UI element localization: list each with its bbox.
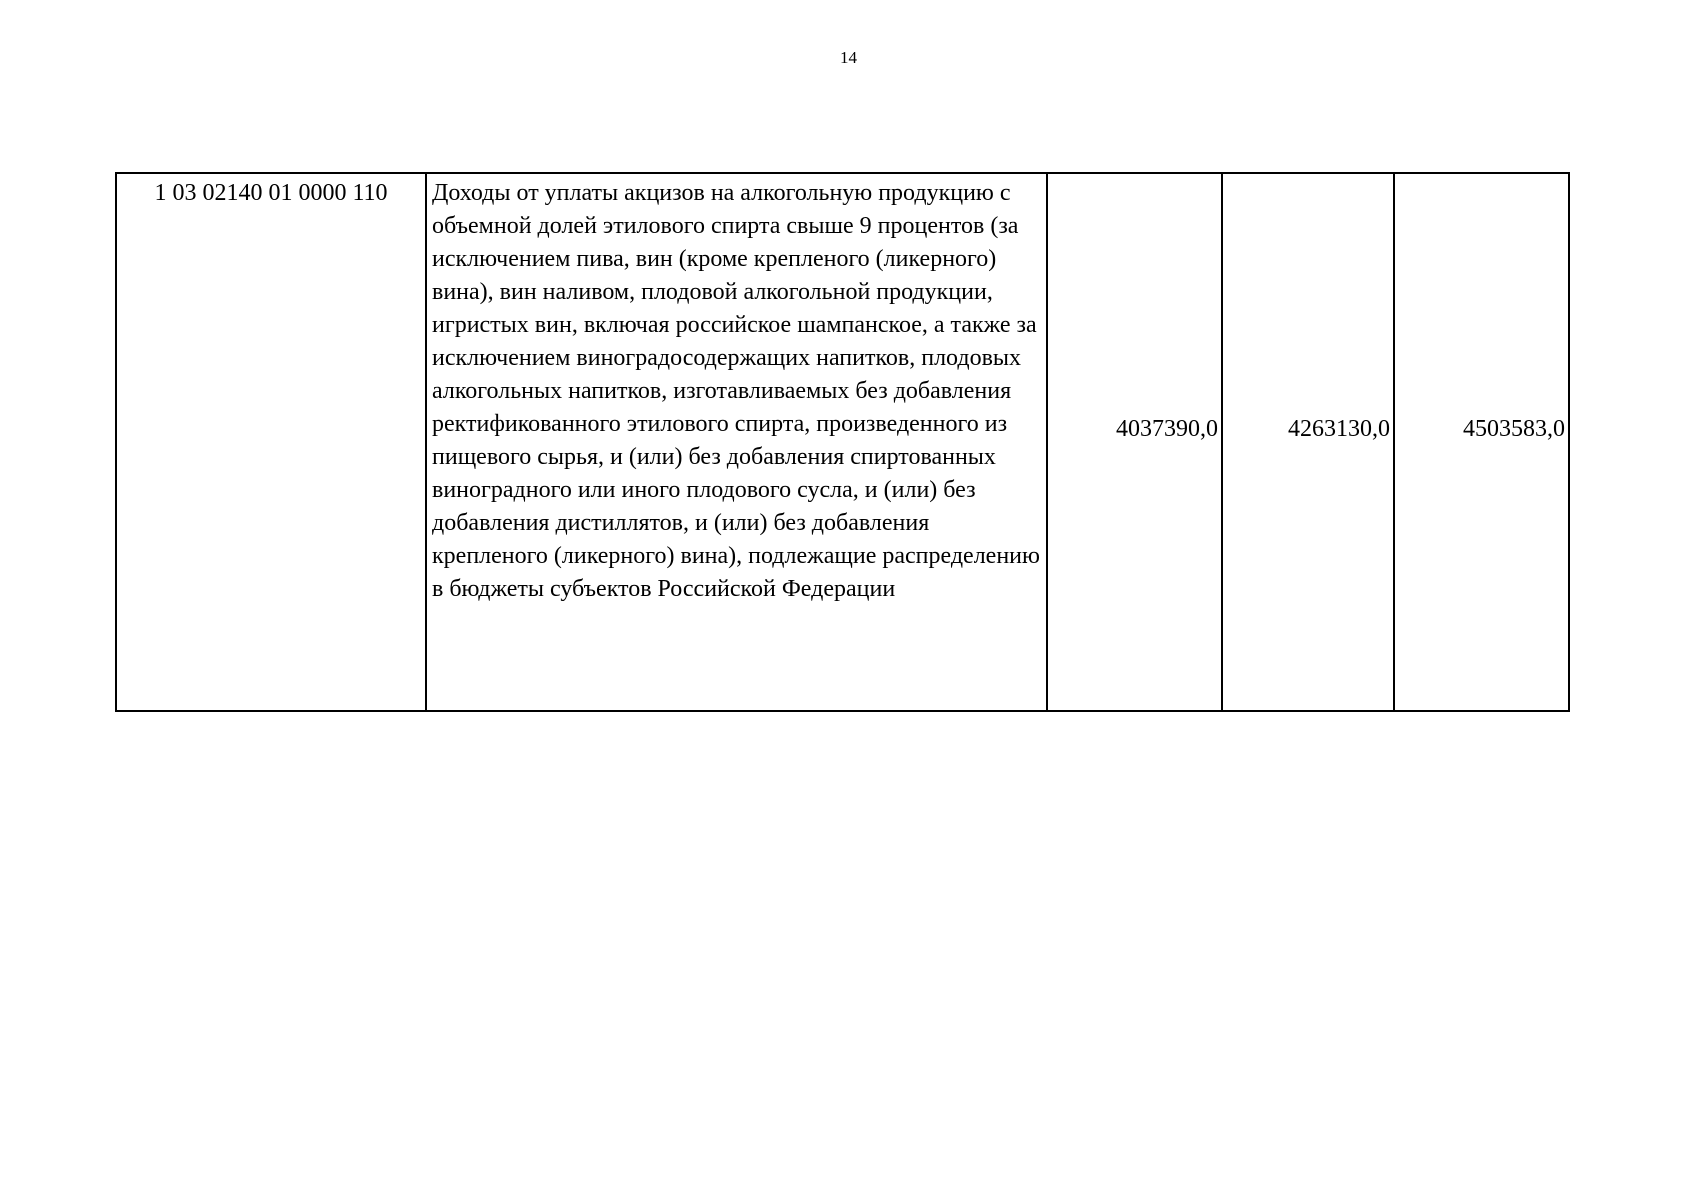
budget-revenue-table	[115, 172, 1570, 712]
amount-cell-year-1: 4037390,0	[1047, 173, 1222, 711]
table-row	[116, 173, 1569, 711]
revenue-description-cell: Доходы от уплаты акцизов на алкогольную продукцию с объемной долей этилового спирта свыше 9 процентов (за исключением пива, вин (кроме крепленого (ликерного) вина), вин наливом, плодовой алкогольной продукции, игристых вин, включая российское шампанское, а также за исключением виноградосодержащих напитков, плодовых алкогольных напитков, изготавливаемых без добавления ректификованного этилового спирта, произведенного из пищевого сырья, и (или) без добавления спиртованных виноградного или иного плодового сусла, и (или) без добавления дистиллятов, и (или) без добавления крепленого (ликерного) вина), подлежащие распределению в бюджеты субъектов Российской Федерации	[426, 173, 1047, 711]
amount-cell-year-3: 4503583,0	[1394, 173, 1569, 711]
amount-cell-year-2: 4263130,0	[1222, 173, 1394, 711]
classification-code-cell: 1 03 02140 01 0000 110	[116, 173, 426, 711]
page-number: 14	[840, 48, 857, 67]
